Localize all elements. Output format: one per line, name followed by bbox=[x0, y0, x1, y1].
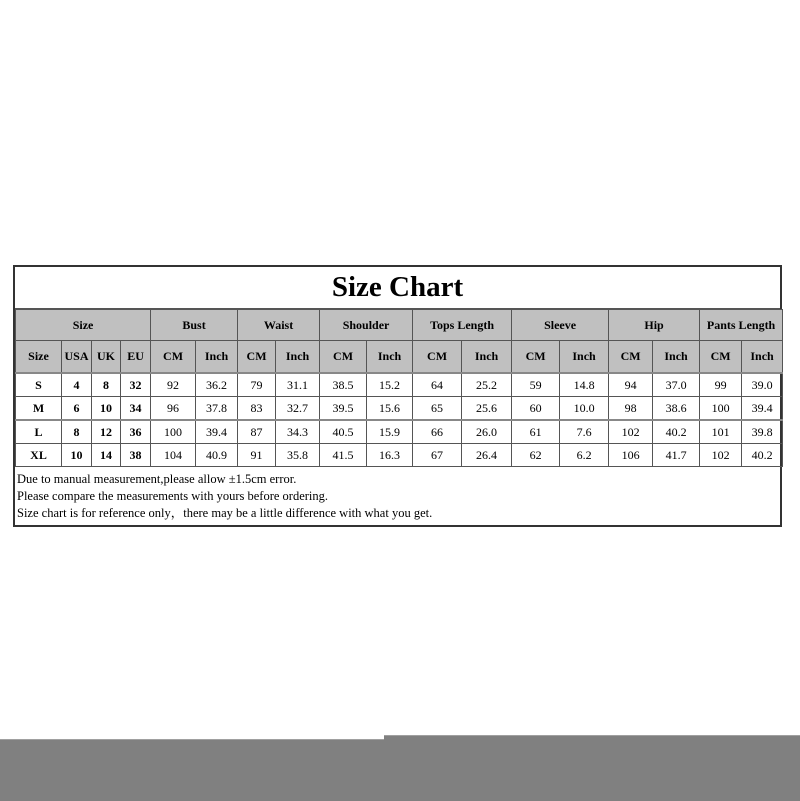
size-label-cell: XL bbox=[16, 444, 62, 467]
table-cell: 12 bbox=[92, 420, 121, 444]
table-cell: 15.2 bbox=[367, 373, 413, 397]
chart-title: Size Chart bbox=[15, 267, 780, 309]
sub-header: UK bbox=[92, 341, 121, 374]
table-cell: 32.7 bbox=[276, 397, 320, 421]
sub-header: CM bbox=[609, 341, 653, 374]
table-row bbox=[16, 373, 783, 397]
table-cell: 62 bbox=[512, 444, 560, 467]
table-cell: 92 bbox=[151, 373, 196, 397]
sub-header: EU bbox=[121, 341, 151, 374]
size-table bbox=[15, 309, 783, 467]
group-header-hip: Hip bbox=[609, 310, 700, 341]
table-cell: 102 bbox=[700, 444, 742, 467]
table-cell: 59 bbox=[512, 373, 560, 397]
sub-header: Inch bbox=[196, 341, 238, 374]
table-cell: 67 bbox=[413, 444, 462, 467]
table-cell: 10 bbox=[62, 444, 92, 467]
size-label-cell: S bbox=[16, 373, 62, 397]
table-cell: 37.8 bbox=[196, 397, 238, 421]
table-cell: 39.4 bbox=[196, 420, 238, 444]
table-cell: 8 bbox=[62, 420, 92, 444]
table-cell: 87 bbox=[238, 420, 276, 444]
sub-header: CM bbox=[512, 341, 560, 374]
table-cell: 26.4 bbox=[462, 444, 512, 467]
table-cell: 7.6 bbox=[560, 420, 609, 444]
table-cell: 100 bbox=[700, 397, 742, 421]
table-cell: 96 bbox=[151, 397, 196, 421]
group-header-bust: Bust bbox=[151, 310, 238, 341]
notes bbox=[15, 464, 780, 522]
table-cell: 104 bbox=[151, 444, 196, 467]
table-cell: 4 bbox=[62, 373, 92, 397]
table-cell: 64 bbox=[413, 373, 462, 397]
table-cell: 106 bbox=[609, 444, 653, 467]
table-cell: 40.5 bbox=[320, 420, 367, 444]
table-cell: 37.0 bbox=[653, 373, 700, 397]
table-cell: 99 bbox=[700, 373, 742, 397]
table-cell: 25.2 bbox=[462, 373, 512, 397]
sub-header: CM bbox=[320, 341, 367, 374]
table-cell: 36.2 bbox=[196, 373, 238, 397]
group-header-sleeve: Sleeve bbox=[512, 310, 609, 341]
table-cell: 10 bbox=[92, 397, 121, 421]
group-header-size: Size bbox=[16, 310, 151, 341]
table-cell: 65 bbox=[413, 397, 462, 421]
table-cell: 100 bbox=[151, 420, 196, 444]
table-cell: 66 bbox=[413, 420, 462, 444]
table-cell: 15.6 bbox=[367, 397, 413, 421]
group-header-tops-length: Tops Length bbox=[413, 310, 512, 341]
table-cell: 6.2 bbox=[560, 444, 609, 467]
bottom-band bbox=[384, 735, 800, 801]
table-cell: 14.8 bbox=[560, 373, 609, 397]
table-cell: 38.6 bbox=[653, 397, 700, 421]
bottom-band bbox=[0, 739, 384, 801]
size-chart bbox=[13, 265, 782, 527]
group-header-waist: Waist bbox=[238, 310, 320, 341]
table-cell: 38.5 bbox=[320, 373, 367, 397]
table-cell: 40.9 bbox=[196, 444, 238, 467]
group-header-pants-length: Pants Length bbox=[700, 310, 783, 341]
sub-header: CM bbox=[151, 341, 196, 374]
size-label-cell: M bbox=[16, 397, 62, 421]
sub-header: Inch bbox=[367, 341, 413, 374]
table-cell: 40.2 bbox=[742, 444, 783, 467]
table-cell: 31.1 bbox=[276, 373, 320, 397]
table-cell: 79 bbox=[238, 373, 276, 397]
group-header-shoulder: Shoulder bbox=[320, 310, 413, 341]
table-cell: 39.8 bbox=[742, 420, 783, 444]
table-cell: 34 bbox=[121, 397, 151, 421]
note-line: Due to manual measurement,please allow ±1.5cm error. bbox=[17, 472, 297, 486]
sub-header: CM bbox=[700, 341, 742, 374]
table-cell: 10.0 bbox=[560, 397, 609, 421]
table-cell: 40.2 bbox=[653, 420, 700, 444]
table-cell: 14 bbox=[92, 444, 121, 467]
table-cell: 60 bbox=[512, 397, 560, 421]
table-cell: 101 bbox=[700, 420, 742, 444]
size-label-cell: L bbox=[16, 420, 62, 444]
table-cell: 15.9 bbox=[367, 420, 413, 444]
table-row bbox=[16, 397, 783, 421]
table-cell: 32 bbox=[121, 373, 151, 397]
table-cell: 36 bbox=[121, 420, 151, 444]
sub-header: CM bbox=[413, 341, 462, 374]
table-cell: 16.3 bbox=[367, 444, 413, 467]
note-line: Please compare the measurements with yours before ordering. bbox=[17, 489, 329, 503]
sub-header: Size bbox=[16, 341, 62, 374]
table-cell: 91 bbox=[238, 444, 276, 467]
table-cell: 98 bbox=[609, 397, 653, 421]
sub-header: Inch bbox=[560, 341, 609, 374]
table-cell: 34.3 bbox=[276, 420, 320, 444]
table-cell: 94 bbox=[609, 373, 653, 397]
table-cell: 39.5 bbox=[320, 397, 367, 421]
group-header-row bbox=[16, 310, 783, 341]
table-cell: 35.8 bbox=[276, 444, 320, 467]
sub-header: Inch bbox=[462, 341, 512, 374]
table-cell: 39.0 bbox=[742, 373, 783, 397]
table-cell: 25.6 bbox=[462, 397, 512, 421]
table-cell: 8 bbox=[92, 373, 121, 397]
sub-header: Inch bbox=[653, 341, 700, 374]
sub-header: CM bbox=[238, 341, 276, 374]
sub-header-row bbox=[16, 341, 783, 374]
table-cell: 6 bbox=[62, 397, 92, 421]
note-line: Size chart is for reference only，there may be a little difference with what you get. bbox=[17, 506, 433, 520]
table-cell: 38 bbox=[121, 444, 151, 467]
table-row bbox=[16, 420, 783, 444]
sub-header: Inch bbox=[742, 341, 783, 374]
table-cell: 41.5 bbox=[320, 444, 367, 467]
table-cell: 61 bbox=[512, 420, 560, 444]
table-cell: 26.0 bbox=[462, 420, 512, 444]
table-cell: 102 bbox=[609, 420, 653, 444]
table-cell: 83 bbox=[238, 397, 276, 421]
table-cell: 41.7 bbox=[653, 444, 700, 467]
sub-header: USA bbox=[62, 341, 92, 374]
sub-header: Inch bbox=[276, 341, 320, 374]
table-cell: 39.4 bbox=[742, 397, 783, 421]
